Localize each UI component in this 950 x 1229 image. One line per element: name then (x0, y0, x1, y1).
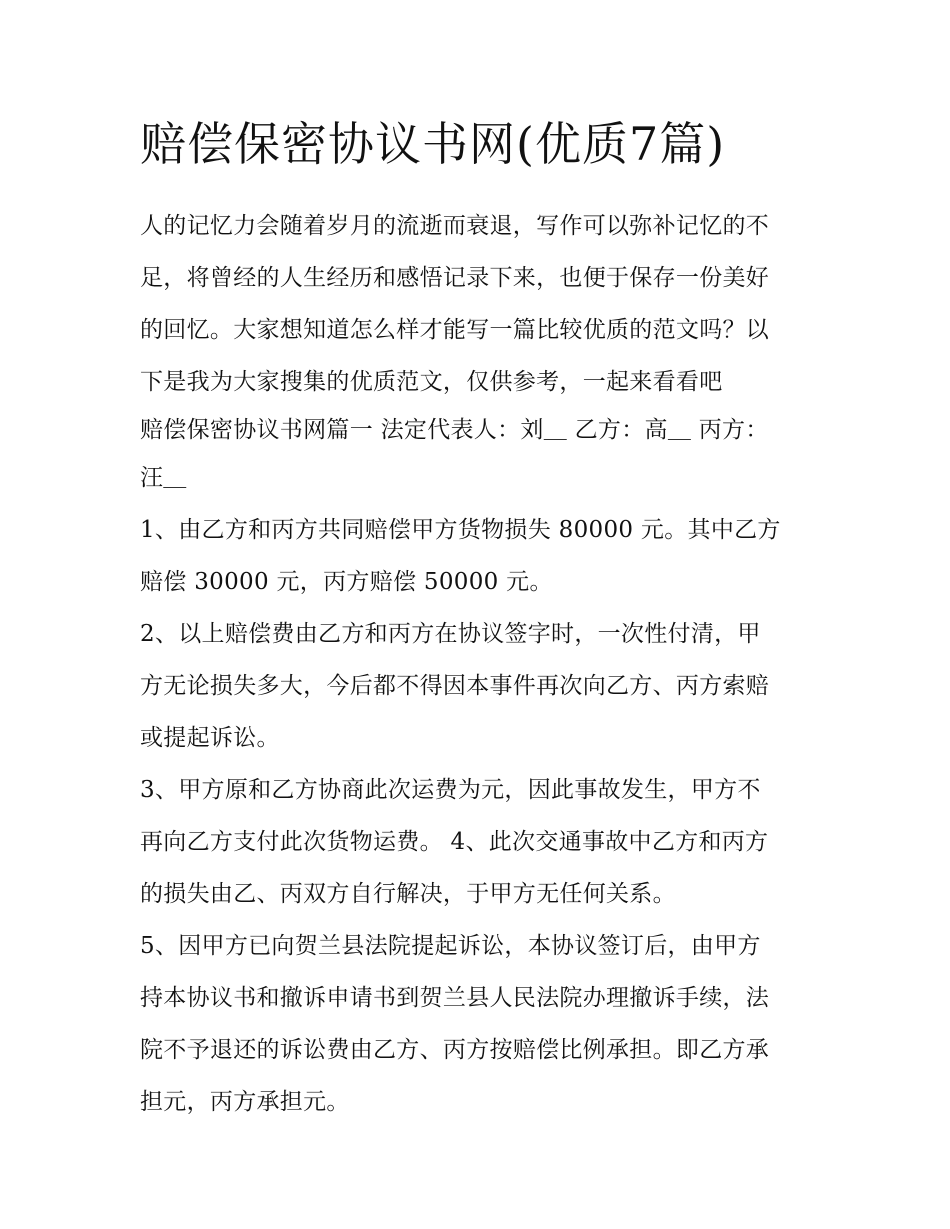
clause-2 (140, 608, 812, 764)
clause-5 (140, 920, 812, 1128)
section-heading (140, 404, 812, 504)
clause-line: 或提起诉讼。 (140, 725, 280, 751)
clause-1 (140, 504, 812, 608)
clause-line: 2、以上赔偿费由乙方和丙方在协议签字时，一次性付清，甲 (140, 621, 761, 647)
clause-line: 方无论损失多大，今后都不得因本事件再次向乙方、丙方索赔 (140, 673, 770, 699)
clause-line: 持本协议书和撤诉申请书到贺兰县人民法院办理撤诉手续，法 (140, 985, 770, 1011)
intro-line: 下是我为大家搜集的优质范文，仅供参考，一起来看看吧 (140, 369, 723, 395)
clause-line: 1、由乙方和丙方共同赔偿甲方货物损失 80000 元。其中乙方 (140, 517, 781, 543)
intro-line: 的回忆。大家想知道怎么样才能写一篇比较优质的范文吗？以 (140, 317, 770, 343)
clause-line: 赔偿 30000 元，丙方赔偿 50000 元。 (140, 569, 553, 595)
intro-line: 足，将曾经的人生经历和感悟记录下来，也便于保存一份美好 (140, 265, 770, 291)
intro-line: 人的记忆力会随着岁月的流逝而衰退，写作可以弥补记忆的不 (140, 213, 770, 239)
clause-line: 担元，丙方承担元。 (140, 1089, 350, 1115)
section-heading-line: 汪＿ (140, 465, 187, 491)
intro-paragraph (140, 200, 812, 404)
document-body (140, 200, 812, 1128)
section-heading-line: 赔偿保密协议书网篇一 法定代表人：刘＿ 乙方：高＿ 丙方： (140, 417, 769, 443)
clause-line: 再向乙方支付此次货物运费。 4、此次交通事故中乙方和丙方 (140, 829, 769, 855)
clause-line: 的损失由乙、丙双方自行解决，于甲方无任何关系。 (140, 881, 676, 907)
clause-line: 5、因甲方已向贺兰县法院提起诉讼，本协议签订后，由甲方 (140, 933, 761, 959)
clause-line: 院不予退还的诉讼费由乙方、丙方按赔偿比例承担。即乙方承 (140, 1037, 770, 1063)
clause-3 (140, 764, 812, 920)
document-title: 赔偿保密协议书网(优质7篇) (140, 117, 726, 171)
clause-line: 3、甲方原和乙方协商此次运费为元，因此事故发生，甲方不 (140, 777, 761, 803)
